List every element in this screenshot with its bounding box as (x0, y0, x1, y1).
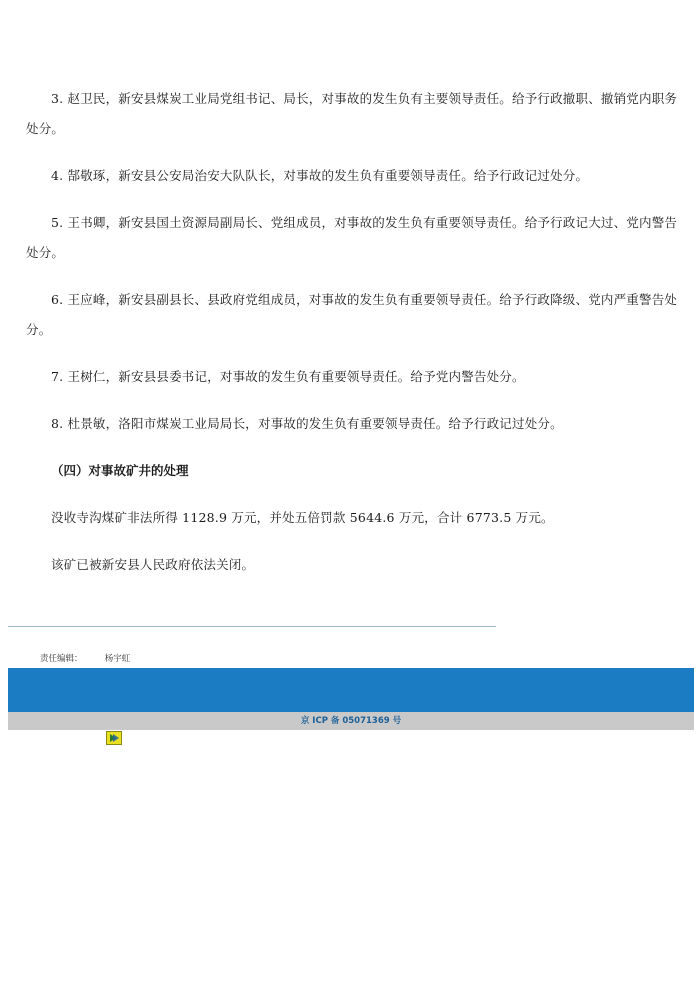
section-title: （四）对事故矿井的处理 (51, 463, 189, 478)
editor-label: 责任编辑： (40, 654, 83, 664)
closure-paragraph: 该矿已被新安县人民政府依法关闭。 (51, 557, 255, 572)
penalty-paragraph-8: 8. 杜景敏，洛阳市煤炭工业局局长，对事故的发生负有重要领导责任。给予行政记过处分。 (51, 416, 563, 431)
footer-blue-bar (8, 668, 694, 712)
icp-bar (8, 712, 694, 730)
arrow-badge-icon[interactable] (106, 731, 122, 745)
icp-text[interactable]: 京 ICP 备 05071369 号 (300, 716, 402, 726)
penalty-paragraph-5: 5. 王书卿，新安县国土资源局副局长、党组成员，对事故的发生负有重要领导责任。给予行政记大过、党内警告处分。 (26, 215, 678, 260)
article-body (26, 84, 678, 597)
penalty-paragraph-4: 4. 郜敬琢，新安县公安局治安大队队长，对事故的发生负有重要领导责任。给予行政记过处分。 (51, 168, 589, 183)
editor-credit (40, 652, 130, 664)
penalty-paragraph-3: 3. 赵卫民，新安县煤炭工业局党组书记、局长，对事故的发生负有主要领导责任。给予行政撤职、撤销党内职务处分。 (26, 91, 678, 136)
footer-divider (8, 626, 496, 627)
editor-name: 杨宇虹 (104, 654, 131, 664)
penalty-paragraph-7: 7. 王树仁，新安县县委书记，对事故的发生负有重要领导责任。给予党内警告处分。 (51, 369, 525, 384)
penalty-paragraph-6: 6. 王应峰，新安县副县长、县政府党组成员，对事故的发生负有重要领导责任。给予行政降级、党内严重警告处分。 (26, 292, 678, 337)
confiscation-paragraph: 没收寺沟煤矿非法所得 1128.9 万元，并处五倍罚款 5644.6 万元，合计 6773.5 万元。 (51, 510, 554, 525)
